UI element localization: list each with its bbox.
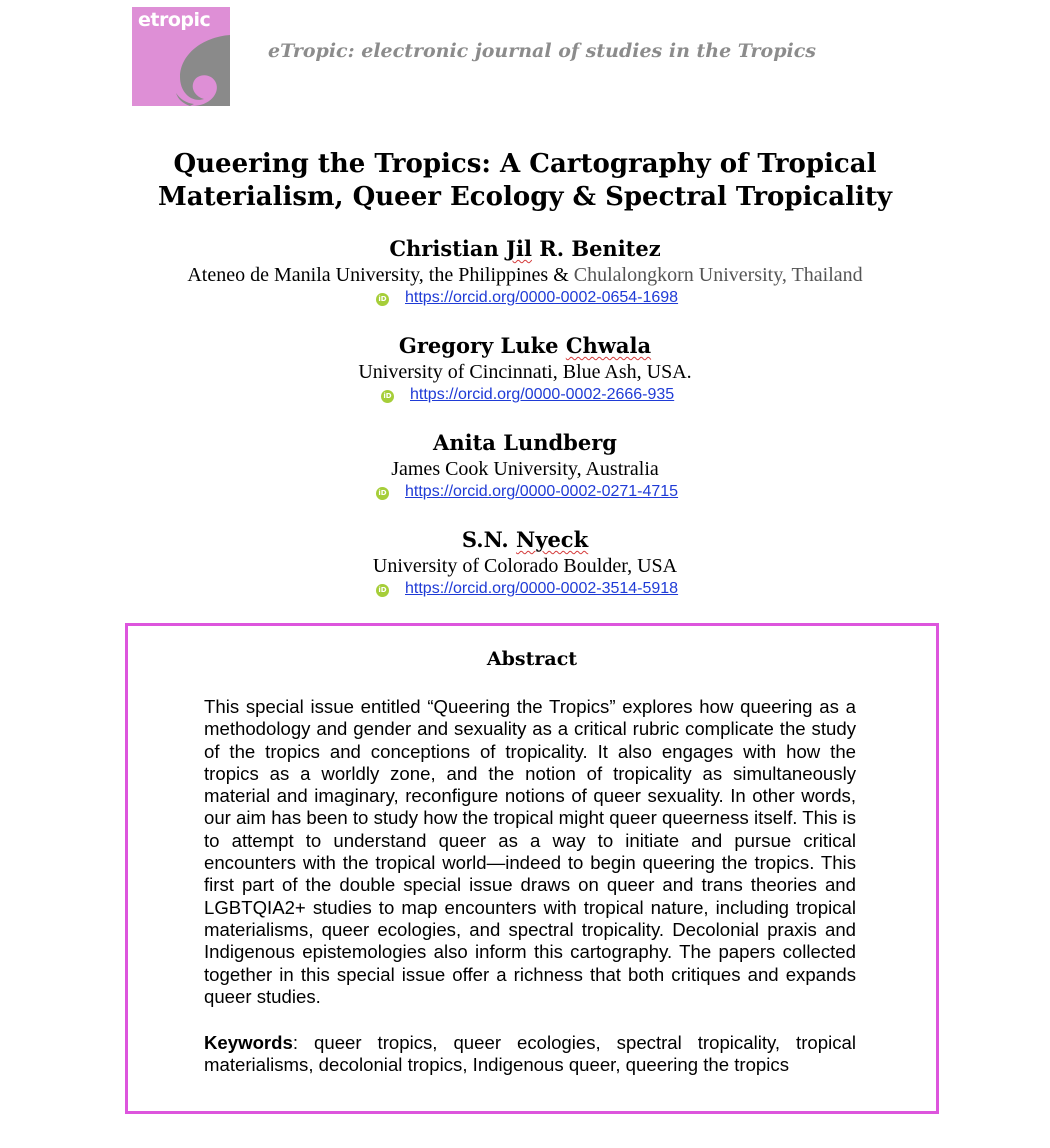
author-affiliation: University of Cincinnati, Blue Ash, USA. — [358, 361, 692, 383]
logo-text: etropic — [138, 9, 211, 31]
keywords-label: Keywords — [204, 1032, 293, 1053]
abstract-heading: Abstract — [486, 648, 578, 670]
paper-title-line-1: Queering the Tropics: A Cartography of Tropical — [173, 149, 877, 179]
orcid-line-2 — [381, 385, 674, 405]
author-name — [0, 235, 1050, 263]
author-block-2 — [0, 332, 1050, 384]
author-name-part: R. Benitez — [531, 236, 661, 261]
affiliation-part: Ateneo de Manila University, the Philippines & — [187, 264, 574, 286]
author-name: Anita Lundberg — [433, 430, 617, 455]
author-name-part: Gregory Luke — [398, 333, 566, 358]
author-name-spellcheck-flag: Nyeck — [516, 527, 589, 552]
orcid-link[interactable]: https://orcid.org/0000-0002-3514-5918 — [405, 580, 679, 597]
orcid-icon: iD — [381, 390, 394, 403]
keywords-list: : queer tropics, queer ecologies, spectral tropicality, tropical materialisms, decolonial tropics, Indigenous queer, queering the tropics — [204, 1032, 856, 1076]
orcid-line-1 — [376, 288, 678, 308]
orcid-icon: iD — [376, 293, 389, 306]
journal-logo — [132, 7, 230, 106]
author-affiliation — [0, 263, 1050, 287]
author-affiliation: James Cook University, Australia — [391, 458, 659, 480]
author-block-3 — [0, 429, 1050, 481]
journal-name: eTropic: electronic journal of studies in the Tropics — [268, 40, 816, 62]
paper-title — [0, 148, 1050, 214]
abstract-body: This special issue entitled “Queering the Tropics” explores how queering as a methodology and gender and sexuality as a critical rubric complicate the study of the tropics and conceptions of tropicality. It also engages with how the tropics as a worldly zone, and the notion of tropicality as simultaneously material and imaginary, reconfigure notions of queer sexuality. In other words, our aim has been to study how the tropical might queer queerness itself. This is to attempt to understand queer as a way to initiate and pursue critical encounters with the tropical world—indeed to begin queering the tropics. This first part of the double special issue draws on queer and trans theories and LGBTQIA2+ studies to map encounters with tropical nature, including tropical materialisms, queer ecologies, and spectral tropicality. Decolonial praxis and Indigenous epistemologies also inform this cartography. The papers collected together in this special issue offer a richness that both critiques and expands queer studies. — [204, 696, 856, 1007]
author-affiliation: University of Colorado Boulder, USA — [372, 555, 678, 577]
orcid-icon: iD — [376, 487, 389, 500]
author-name — [0, 526, 1050, 554]
author-block-1 — [0, 235, 1050, 287]
abstract-box — [125, 623, 939, 1114]
author-block-4 — [0, 526, 1050, 578]
author-name-part: S.N. — [461, 527, 517, 552]
author-name-spellcheck-flag: Chwala — [565, 333, 652, 358]
author-name-spellcheck-flag: Jil — [506, 236, 532, 261]
author-name-part: Christian — [389, 236, 507, 261]
orcid-link[interactable]: https://orcid.org/0000-0002-0271-4715 — [405, 483, 679, 500]
orcid-icon: iD — [376, 584, 389, 597]
author-name — [0, 332, 1050, 360]
orcid-link[interactable]: https://orcid.org/0000-0002-0654-1698 — [405, 289, 679, 306]
orcid-line-3 — [376, 482, 678, 502]
paper-title-line-2: Materialism, Queer Ecology & Spectral Tropicality — [158, 182, 892, 212]
affiliation-part: Chulalongkorn University, Thailand — [573, 264, 863, 286]
orcid-line-4 — [376, 579, 678, 599]
orcid-link[interactable]: https://orcid.org/0000-0002-2666-935 — [410, 386, 675, 403]
keywords-paragraph — [204, 1032, 856, 1077]
